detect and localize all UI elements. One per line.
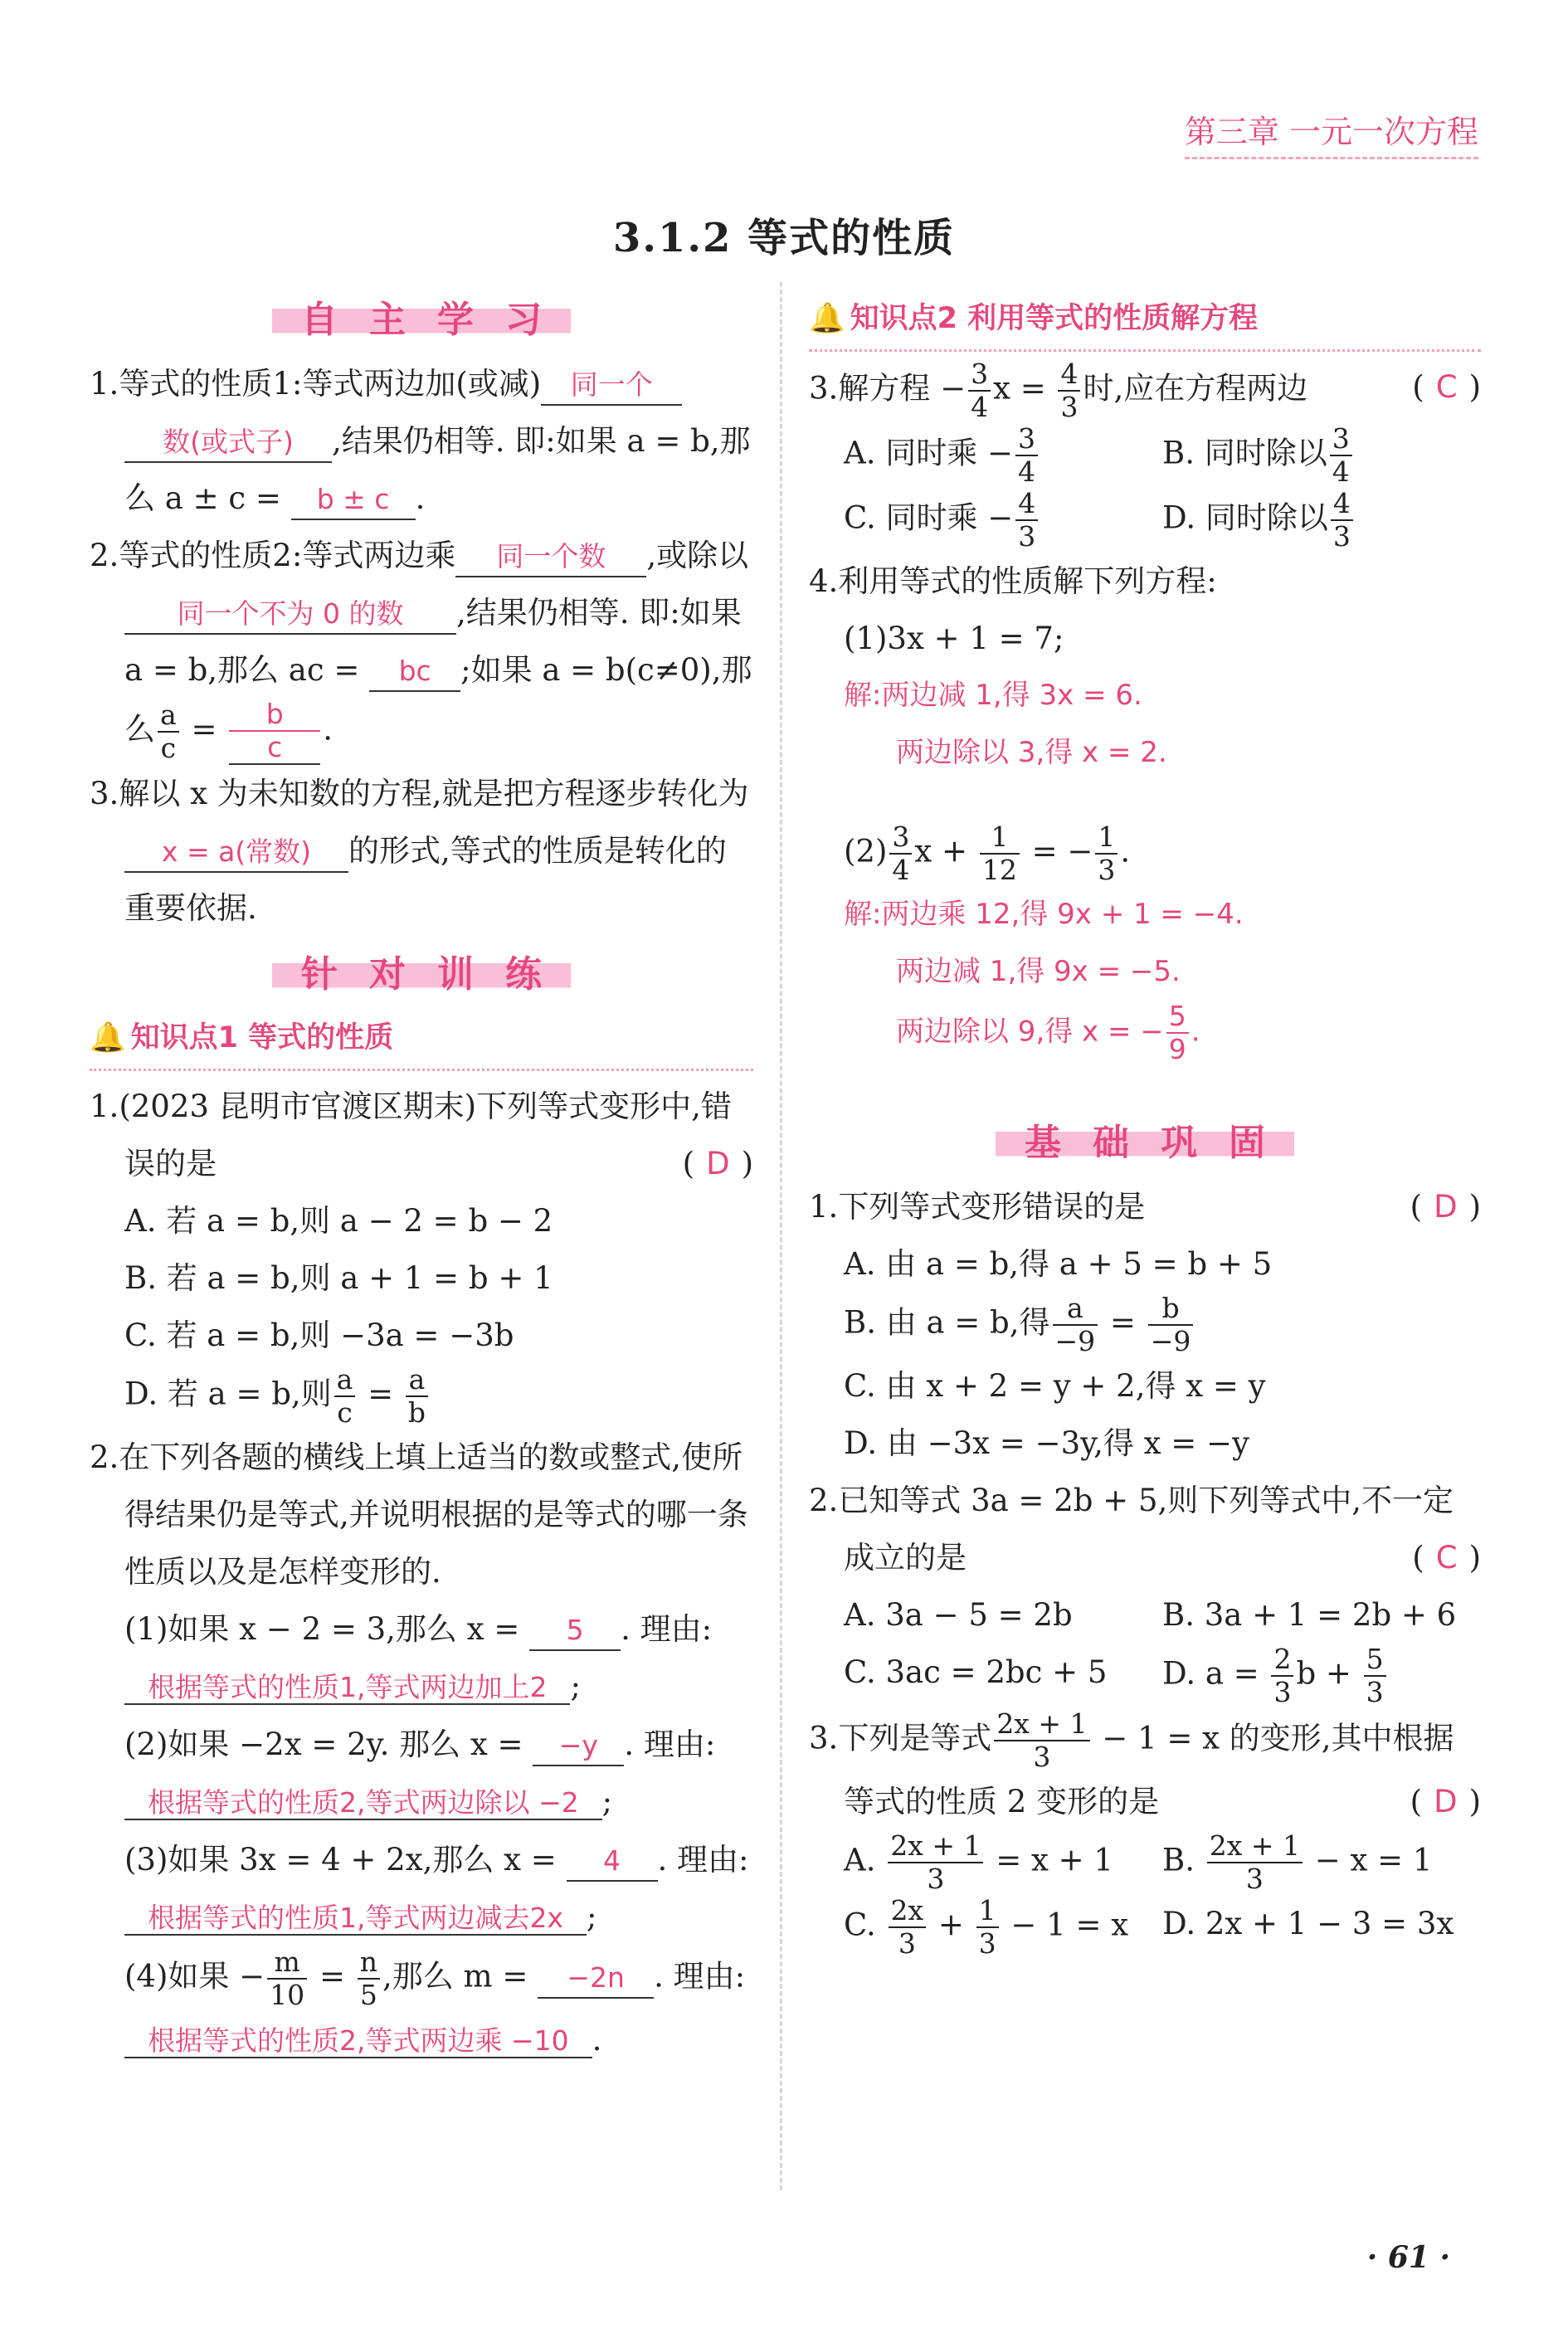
fraction xyxy=(980,821,1020,886)
banner-char: 基 xyxy=(1025,1121,1061,1164)
item-text: 等式的性质1:等式两边加(或减) xyxy=(119,366,542,402)
item-text: ,结果仍相等. 即:如果a = b,那么 ac = xyxy=(124,595,742,688)
option-text: b + xyxy=(1296,1655,1361,1692)
sub-question-text: . 理由: xyxy=(654,1958,746,1994)
banner-training xyxy=(272,947,571,1001)
fraction xyxy=(976,1895,999,1960)
option-c: C. 若 a = b,则 −3a = −3b xyxy=(124,1317,514,1353)
banner-char: 训 xyxy=(437,952,474,996)
option-text: D. 若 a = b,则 xyxy=(124,1376,332,1412)
banner-char: 针 xyxy=(301,952,338,996)
banner-char: 对 xyxy=(369,952,406,996)
sub-question-text: . xyxy=(1120,833,1131,869)
denominator: 3 xyxy=(898,1927,916,1960)
question-stem: 解方程 − xyxy=(838,370,967,407)
left-column xyxy=(90,282,753,2069)
numerator: 2x + 1 xyxy=(1207,1830,1303,1863)
knowledge-point-2 xyxy=(809,290,1481,352)
fraction xyxy=(889,1895,927,1960)
option-text: C. xyxy=(844,1907,886,1943)
numerator: 5 xyxy=(1166,1001,1189,1034)
knowledge-point-label: 知识点2 利用等式的性质解方程 xyxy=(850,302,1259,335)
banner-char: 学 xyxy=(437,298,474,341)
solution-line: 解:两边乘 12,得 9x + 1 = −4. xyxy=(844,898,1244,931)
question-stem: 时,应在方程两边 xyxy=(1083,370,1308,407)
fraction xyxy=(1015,488,1038,553)
answer-blank[interactable]: 5 xyxy=(529,1611,621,1651)
question-stem: (2023 昆明市官渡区期末)下列等式变形中,错误的是 xyxy=(119,1089,732,1181)
reason-line-1 xyxy=(90,1658,753,1716)
punctuation: ; xyxy=(570,1668,581,1704)
denominator: c xyxy=(160,732,177,764)
punctuation: . xyxy=(592,2022,602,2058)
fraction xyxy=(1148,1293,1194,1357)
item-number: 3. xyxy=(809,370,839,407)
denominator: 3 xyxy=(1332,520,1351,553)
numerator: 2x xyxy=(889,1895,927,1928)
item-number: 1. xyxy=(90,1089,119,1124)
answer-choice: C xyxy=(1435,1540,1458,1576)
basic-question-2 xyxy=(809,1472,1481,1586)
item-text: . xyxy=(415,480,426,516)
answer-choice: D xyxy=(1434,1189,1458,1225)
question-stem: 已知等式 3a = 2b + 5,则下列等式中,不一定成立的是 xyxy=(838,1483,1454,1576)
options-grid xyxy=(809,1830,1481,1960)
numerator: 3 xyxy=(1330,423,1352,456)
sub-question-text: = xyxy=(309,1958,355,1994)
item-text: 的形式,等式的性质是转化的重要依据. xyxy=(124,833,727,926)
question-stem: 下列等式变形错误的是 xyxy=(838,1189,1146,1225)
sub-question-1: (1)3x + 1 = 7; xyxy=(844,621,1064,656)
reason-line-3 xyxy=(90,1888,753,1946)
column-divider xyxy=(780,282,782,2190)
denominator: 3 xyxy=(1060,391,1079,423)
answer-blank[interactable]: x = a(常数) xyxy=(124,833,348,873)
solution-line: 两边减 1,得 9x = −5. xyxy=(896,955,1181,988)
denominator: 12 xyxy=(981,854,1017,886)
item-number: 2. xyxy=(90,1439,119,1475)
option-a: A. 若 a = b,则 a − 2 = b − 2 xyxy=(124,1203,553,1239)
option-b xyxy=(809,1293,1481,1357)
item-number: 1. xyxy=(90,366,119,402)
self-study-item-1 xyxy=(90,355,753,527)
numerator: 1 xyxy=(980,821,1020,855)
fraction xyxy=(1207,1830,1303,1895)
punctuation: ; xyxy=(601,1784,613,1819)
sub-question-4 xyxy=(90,1946,753,2011)
option-d xyxy=(90,1364,753,1429)
denominator: 4 xyxy=(971,391,989,423)
reason-answer[interactable]: 根据等式的性质2,等式两边乘 −10 xyxy=(124,2024,592,2058)
sub-question-text: x + xyxy=(914,833,977,869)
knowledge-point-1 xyxy=(90,1010,753,1071)
denominator: 3 xyxy=(1018,520,1036,553)
sub-question-text: (2) xyxy=(844,833,888,869)
numerator: 2x + 1 xyxy=(994,1708,1089,1741)
question-stem: 利用等式的性质解下列方程: xyxy=(838,563,1217,599)
basic-question-1 xyxy=(809,1178,1481,1235)
denominator: c xyxy=(337,1396,353,1429)
option-b: B. 3a + 1 = 2b + 6 xyxy=(1162,1597,1457,1633)
reason-answer[interactable]: 根据等式的性质1,等式两边减去2x xyxy=(124,1902,587,1936)
reason-answer[interactable]: 根据等式的性质1,等式两边加上2 xyxy=(124,1671,570,1705)
option-text: C. 同时乘 − xyxy=(844,499,1014,536)
banner-self-study xyxy=(272,292,571,347)
banner-char: 础 xyxy=(1093,1121,1129,1164)
option-a xyxy=(844,423,1162,488)
item-number: 1. xyxy=(809,1189,839,1225)
denominator: 4 xyxy=(1018,455,1036,488)
option-text: A. 同时乘 − xyxy=(844,435,1014,471)
item-text: ,或除以 xyxy=(646,538,749,573)
item-number: 2. xyxy=(90,538,119,573)
fraction xyxy=(1330,423,1352,488)
fraction xyxy=(1271,1644,1293,1708)
answer-bracket: ( C ) xyxy=(1412,1540,1481,1576)
question-stem: − 1 = x 的变形,其中根据等式的性质 2 变形的是 xyxy=(844,1720,1454,1819)
answer-bracket: ( D ) xyxy=(1410,1189,1481,1225)
answer-choice: D xyxy=(1434,1784,1458,1819)
denominator: 10 xyxy=(270,1979,305,2011)
option-b xyxy=(1162,423,1481,488)
right-column xyxy=(809,282,1481,1960)
fraction xyxy=(1015,423,1038,488)
item-text: = xyxy=(181,711,227,748)
numerator: 3 xyxy=(889,821,912,855)
fraction xyxy=(358,1946,380,2011)
solution-text: . xyxy=(1191,1015,1200,1049)
numerator: b xyxy=(1148,1293,1194,1326)
banner-basic xyxy=(996,1115,1294,1170)
option-text: D. 同时除以 xyxy=(1162,499,1328,536)
bell-icon: 🔔 xyxy=(90,1021,126,1054)
solution-text: 两边除以 9,得 x = − xyxy=(896,1015,1164,1049)
banner-char: 巩 xyxy=(1161,1121,1197,1164)
solution-line: 解:两边减 1,得 3x = 6. xyxy=(844,679,1142,712)
option-c: C. 由 x + 2 = y + 2,得 x = y xyxy=(844,1368,1266,1404)
option-text: D. a = xyxy=(1162,1655,1269,1692)
numerator: n xyxy=(358,1946,380,1980)
bell-icon: 🔔 xyxy=(809,302,845,335)
sub-question-text: . 理由: xyxy=(657,1842,749,1878)
denominator: 3 xyxy=(927,1863,945,1895)
section-title: 3.1.2 等式的性质 xyxy=(612,215,956,261)
item-number: 2. xyxy=(809,1483,839,1518)
option-a: A. 3a − 5 = 2b xyxy=(844,1597,1073,1633)
sub-question-text: (3)如果 3x = 4 + 2x,那么 x = xyxy=(124,1842,567,1878)
answer-choice: C xyxy=(1435,369,1458,405)
fraction xyxy=(1364,1644,1386,1708)
option-b xyxy=(1162,1830,1481,1895)
banner-char: 练 xyxy=(505,952,542,996)
option-text: A. xyxy=(844,1842,886,1878)
answer-bracket: ( D ) xyxy=(682,1146,753,1181)
question-stem: x = xyxy=(993,370,1056,407)
denominator: −9 xyxy=(1150,1325,1191,1357)
numerator: a xyxy=(1053,1293,1098,1326)
numerator: b xyxy=(229,699,320,732)
chapter-header: 第三章 一元一次方程 xyxy=(1185,106,1478,159)
numerator: m xyxy=(267,1946,307,1980)
fraction xyxy=(1331,488,1353,553)
sub-question-text: (2)如果 −2x = 2y. 那么 x = xyxy=(124,1727,533,1762)
answer-blank[interactable]: 同一个数 xyxy=(455,538,646,577)
banner-char: 自 xyxy=(301,298,338,341)
answer-blank[interactable]: −2n xyxy=(538,1959,654,1999)
option-text: − x = 1 xyxy=(1304,1842,1433,1878)
answer-blank[interactable]: b ± c xyxy=(291,480,416,520)
option-c xyxy=(844,488,1162,553)
fraction xyxy=(406,1364,428,1429)
reason-line-4 xyxy=(90,2011,753,2069)
option-d: D. 由 −3x = −3y,得 x = −y xyxy=(844,1425,1249,1461)
fraction xyxy=(1095,821,1118,886)
solution-line: 两边除以 3,得 x = 2. xyxy=(896,736,1167,769)
page-number: · 61 · xyxy=(1366,2240,1450,2275)
sub-question-1 xyxy=(90,1600,753,1658)
fraction xyxy=(1053,1293,1098,1357)
fraction xyxy=(994,1708,1089,1773)
fraction xyxy=(158,699,179,764)
numerator: a xyxy=(158,699,179,733)
question-stem: 在下列各题的横线上填上适当的数或整式,使所得结果仍是等式,并说明根据的是等式的哪一条性质以及是怎样变形的. xyxy=(119,1439,748,1590)
answer-blank[interactable]: 数(或式子) xyxy=(124,423,332,463)
sub-question-text: = − xyxy=(1021,833,1093,869)
denominator: 5 xyxy=(359,1979,377,2011)
answer-blank[interactable]: bc xyxy=(369,652,460,692)
answer-bracket: ( C ) xyxy=(1412,369,1481,405)
denominator: 3 xyxy=(1366,1676,1384,1708)
option-text: B. 同时除以 xyxy=(1162,435,1327,471)
option-text: = x + 1 xyxy=(986,1842,1113,1878)
option-d xyxy=(1162,1644,1481,1708)
sub-question-text: . 理由: xyxy=(624,1727,716,1762)
answer-choice: D xyxy=(706,1146,730,1181)
options-grid xyxy=(809,1586,1481,1708)
numerator: 1 xyxy=(1095,821,1118,855)
self-study-item-2 xyxy=(90,527,753,765)
answer-blank[interactable] xyxy=(229,699,320,765)
numerator: 4 xyxy=(1015,488,1038,521)
banner-char: 主 xyxy=(369,298,406,341)
numerator: 2 xyxy=(1271,1644,1293,1677)
item-number: 3. xyxy=(809,1720,839,1756)
sub-question-2 xyxy=(90,1716,753,1773)
denominator: −9 xyxy=(1054,1325,1096,1357)
sub-question-3 xyxy=(90,1831,753,1888)
reason-answer[interactable]: 根据等式的性质2,等式两边除以 −2 xyxy=(124,1786,602,1820)
option-text: B. xyxy=(1162,1842,1205,1878)
self-study-item-3 xyxy=(90,765,753,937)
item-text: 解以 x 为未知数的方程,就是把方程逐步转化为 xyxy=(119,776,749,811)
banner-char: 固 xyxy=(1229,1121,1265,1164)
fraction xyxy=(1166,1001,1189,1065)
numerator: 4 xyxy=(1058,358,1080,392)
denominator: c xyxy=(267,731,283,763)
item-text: ,结果仍相等. 即:如果 a = b,那么 a ± c = xyxy=(124,423,751,516)
sub-question-text: (1)如果 x − 2 = 3,那么 x = xyxy=(124,1611,530,1647)
sub-question-text: . 理由: xyxy=(621,1611,713,1647)
denominator: 3 xyxy=(978,1927,996,1960)
option-text: = xyxy=(358,1376,403,1412)
numerator: 3 xyxy=(968,358,991,392)
kp2-question-4 xyxy=(809,553,1481,610)
sub-question-text: (4)如果 − xyxy=(124,1958,265,1994)
banner-char: 习 xyxy=(505,298,542,341)
sub-question-text: ,那么 m = xyxy=(382,1958,538,1994)
answer-blank[interactable]: 同一个 xyxy=(541,366,682,406)
denominator: 9 xyxy=(1168,1033,1186,1065)
option-text: + xyxy=(928,1907,974,1943)
denominator: 3 xyxy=(1273,1676,1292,1708)
answer-blank[interactable]: 同一个不为 0 的数 xyxy=(124,595,456,635)
fraction xyxy=(968,358,991,423)
knowledge-point-label: 知识点1 等式的性质 xyxy=(130,1021,394,1054)
numerator: 3 xyxy=(1015,423,1038,456)
denominator: 4 xyxy=(1332,455,1350,488)
answer-blank[interactable]: 4 xyxy=(567,1842,658,1882)
option-a xyxy=(844,1830,1162,1895)
punctuation: ; xyxy=(587,1899,597,1935)
item-number: 4. xyxy=(809,563,839,599)
sub-question-2 xyxy=(809,821,1481,886)
option-c: C. 3ac = 2bc + 5 xyxy=(844,1654,1108,1690)
training-question-2 xyxy=(90,1429,753,1600)
numerator: 1 xyxy=(976,1895,999,1928)
fraction xyxy=(334,1364,356,1429)
denominator: 4 xyxy=(892,854,910,886)
option-a: A. 由 a = b,得 a + 5 = b + 5 xyxy=(844,1246,1273,1282)
spacer xyxy=(809,782,1481,821)
option-c xyxy=(844,1895,1162,1960)
answer-bracket: ( D ) xyxy=(1410,1784,1481,1819)
option-d: D. 2x + 1 − 3 = 3x xyxy=(1162,1906,1454,1941)
fraction xyxy=(1058,358,1080,423)
numerator: 5 xyxy=(1364,1644,1386,1677)
item-text: 等式的性质2:等式两边乘 xyxy=(119,538,456,573)
basic-question-3 xyxy=(809,1708,1481,1830)
reason-line-2 xyxy=(90,1773,753,1831)
fraction xyxy=(888,1830,983,1895)
item-number: 3. xyxy=(90,776,119,811)
item-text: ;如果 a = b(c≠0),那么 xyxy=(124,652,752,748)
numerator: a xyxy=(406,1364,428,1397)
numerator: 4 xyxy=(1331,488,1353,521)
numerator: a xyxy=(334,1364,356,1397)
denominator: b xyxy=(407,1396,426,1429)
solution-line xyxy=(809,1001,1481,1065)
option-b: B. 若 a = b,则 a + 1 = b + 1 xyxy=(124,1260,553,1296)
spacer xyxy=(809,1065,1481,1105)
denominator: 3 xyxy=(1245,1863,1264,1895)
item-text: . xyxy=(323,711,333,748)
training-question-1 xyxy=(90,1078,753,1192)
option-d xyxy=(1162,488,1481,553)
denominator: 3 xyxy=(1098,854,1116,886)
option-text: = xyxy=(1100,1304,1146,1341)
answer-blank[interactable]: −y xyxy=(533,1727,624,1766)
numerator: 2x + 1 xyxy=(888,1830,983,1863)
fraction xyxy=(889,821,912,886)
kp2-question-3 xyxy=(809,358,1481,423)
denominator: 3 xyxy=(1033,1741,1051,1773)
fraction xyxy=(267,1946,307,2011)
option-text: − 1 = x xyxy=(1001,1907,1129,1943)
option-text: B. 由 a = b,得 xyxy=(844,1304,1050,1341)
question-stem: 下列是等式 xyxy=(838,1720,992,1756)
options-grid xyxy=(809,423,1481,553)
